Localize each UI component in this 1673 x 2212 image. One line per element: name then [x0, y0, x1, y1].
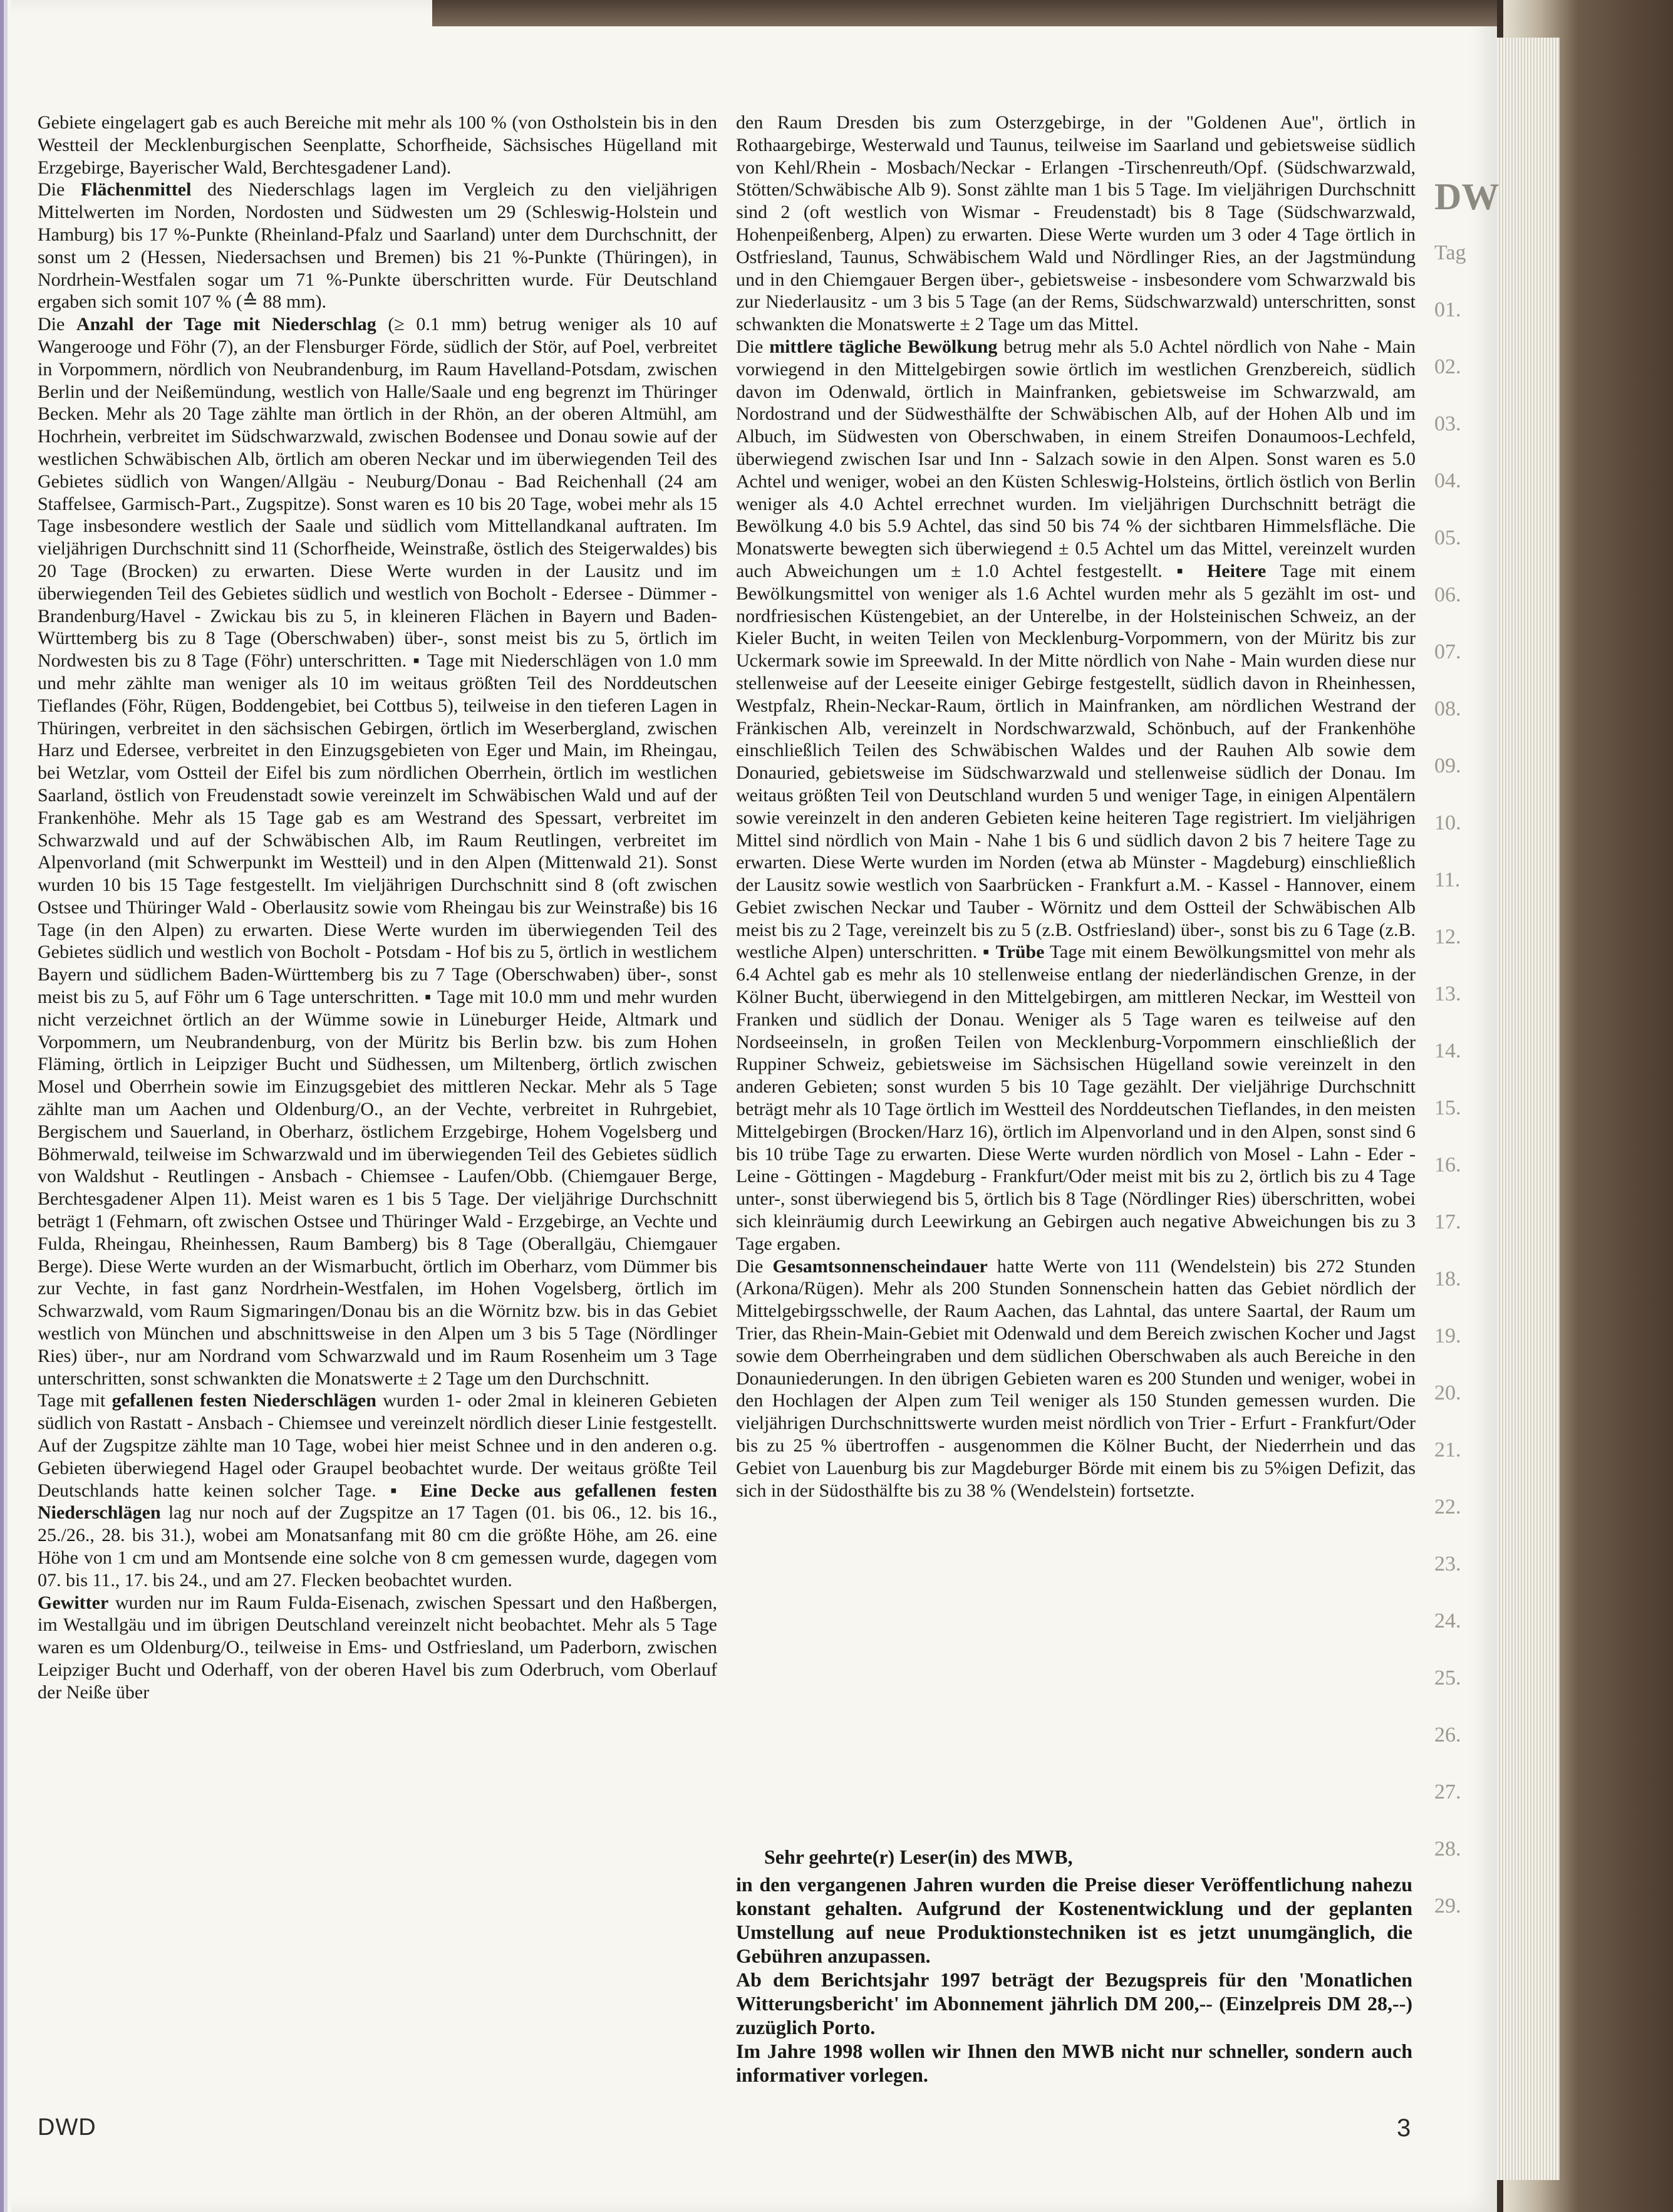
right-text-column	[736, 112, 1416, 1502]
next-page-row: 11.	[1434, 868, 1461, 891]
next-page-row: 24.	[1434, 1609, 1461, 1633]
next-page-row: 09.	[1434, 754, 1461, 777]
next-page-row: 06.	[1434, 583, 1461, 606]
next-page-row: 10.	[1434, 811, 1461, 834]
next-page-row: 17.	[1434, 1210, 1461, 1233]
book-top-edge	[432, 0, 1497, 26]
next-page-row: Tag	[1434, 241, 1466, 264]
next-page-row: 13.	[1434, 982, 1461, 1005]
next-page-row: 16.	[1434, 1153, 1461, 1176]
next-page-row: 15.	[1434, 1096, 1461, 1119]
next-page-row: 03.	[1434, 412, 1461, 435]
next-page-row: 29.	[1434, 1894, 1461, 1918]
next-page-row: 07.	[1434, 640, 1461, 663]
page-edges	[1491, 38, 1560, 2180]
notice-line-2: Ab dem Berichtsjahr 1997 beträgt der Bezugspreis für den 'Monatlichen Witterungsbericht' im Abonnement jährlich DM 200,-- (Einzelpreis DM 28,--) zuzüglich Porto.	[736, 1968, 1412, 2038]
price-notice	[736, 1845, 1412, 2087]
next-page-peek	[1397, 94, 1497, 1973]
next-page-title: DW	[1434, 176, 1499, 217]
next-page-row: 21.	[1434, 1438, 1461, 1462]
page-number: 3	[1397, 2114, 1411, 2142]
next-page-row: 05.	[1434, 526, 1461, 549]
paragraph-precipitation-excess: Gebiete eingelagert gab es auch Bereiche mit mehr als 100 % (von Ostholstein bis in den Westteil der Mecklenburgischen Seenplatte, Schorfheide, Sächsisches Hügelland mit Erzgebirge, Bayerischer Wald, Berchtesgadener Land).	[38, 112, 717, 178]
notice-line-1: in den vergangenen Jahren wurden die Preise dieser Veröffentlichung nahezu konstant gehalten. Aufgrund der Kostenentwicklung und der geplanten Umstellung auf neue Produktionstechniken ist es jetzt unumgänglich, die Gebühren anzupassen.	[736, 1873, 1412, 1967]
next-page-row: 12.	[1434, 925, 1461, 948]
next-page-row: 14.	[1434, 1039, 1461, 1062]
notice-line-3: Im Jahre 1998 wollen wir Ihnen den MWB nicht nur schneller, sondern auch informativer vorlegen.	[736, 2040, 1412, 2086]
paragraph-solid-precipitation: Tage mit gefallenen festen Niederschlägen wurden 1- oder 2mal in kleineren Gebieten südlich von Rastatt - Ansbach - Chiemsee und vereinzelt nördlich dieser Linie festgestellt. Auf der Zugspitze zählte man 10 Tage, wobei hier meist Schnee und in den anderen o.g. Gebieten überwiegend Hagel oder Graupel beobachtet wurde. Der weitaus größte Teil Deutschlands hatte keinen solcher Tage. ▪ Eine Decke aus gefallenen festen Niederschlägen lag nur noch auf der Zugspitze an 17 Tagen (01. bis 06., 12. bis 16., 25./26., 28. bis 31.), wobei am Monatsanfang mit 80 cm die größte Höhe, am 26. eine Höhe von 1 cm und am Montsende eine solche von 8 cm gemessen wurde, dagegen vom 07. bis 11., 17. bis 24., und am 27. Flecken beobachtet wurden.	[38, 1390, 717, 1591]
notice-salutation: Sehr geehrte(r) Leser(in) des MWB,	[764, 1846, 1073, 1868]
next-page-row: 01.	[1434, 298, 1461, 321]
next-page-row: 02.	[1434, 355, 1461, 378]
paragraph-precipitation-days: Die Anzahl der Tage mit Niederschlag (≥ 0.1 mm) betrug weniger als 10 auf Wangerooge und Föhr (7), an der Flensburger Förde, südlich der Stör, auf Poel, verbreitet in Vorpommern, nördlich von Neubrandenburg, im Raum Havelland-Potsdam, zwischen Berlin und der Neißemündung, westlich von Halle/Saale und eng begrenzt im Thüringer Becken. Mehr als 20 Tage zählte man örtlich in der Rhön, an der oberen Altmühl, am Hochrhein, verbreitet im Südschwarzwald, zwischen Bodensee und Donau sowie auf der westlichen Schwäbischen Alb, örtlich am oberen Neckar und im überwiegenden Teil des Gebietes südlich von Wangen/Allgäu - Neuburg/Donau - Bad Reichenhall (24 am Staffelsee, Garmisch-Part., Zugspitze). Sonst waren es 10 bis 20 Tage, wobei mehr als 15 Tage insbesondere westlich der Saale und südlich vom Mittellandkanal auftraten. Im vieljährigen Durchschnitt sind 11 (Schorfheide, Weinstraße, östlich des Steigerwaldes) bis 20 Tage (Brocken) zu erwarten. Diese Werte wurden in der Lausitz und im überwiegenden Teil des Gebietes südlich und westlich von Bocholt - Edersee - Dümmer - Brandenburg/Havel - Zwickau bis zu 5, in kleineren Flächen in Bayern und Baden-Württemberg bis zu 8 Tage (Oberschwaben) über-, sonst meist bis zu 5, örtlich im Nordwesten bis zu 8 Tage (Föhr) unterschritten. ▪ Tage mit Niederschlägen von 1.0 mm und mehr zählte man weniger als 10 im weitaus größten Teil des Norddeutschen Tieflandes (Föhr, Rügen, Boddengebiet, bei Cottbus 5), teilweise in den tieferen Lagen in Thüringen, verbreitet in den sächsischen Gebirgen, örtlich im Weserbergland, zwischen Harz und Edersee, verbreitet in den Einzugsgebieten von Eger und Main, im Rheingau, bei Wetzlar, vom Ostteil der Eifel bis zum nördlichen Oberrhein, örtlich im westlichen Saarland, östlich von Freudenstadt sowie vereinzelt im Schwäbischen Wald und auf der Frankenhöhe. Mehr als 15 Tage gab es am Westrand des Spessart, verbreitet im Schwarzwald und auf der Schwäbischen Alb, im Raum Reutlingen, verbreitet im Alpenvorland (mit Schwerpunkt im Westteil) und in den Alpen (Mittenwald 21). Sonst wurden 10 bis 15 Tage festgestellt. Im vieljährigen Durchschnitt sind 8 (oft zwischen Ostsee und Thüringer Wald - Oberlausitz sowie vom Rheingau bis zur Weinstraße) bis 16 Tage (in den Alpen) zu erwarten. Diese Werte wurden im überwiegenden Teil des Gebietes südlich und westlich von Bocholt - Potsdam - Hof bis zu 5, örtlich in westlichem Bayern und südlichem Baden-Württemberg bis zu 7 Tage (Oberschwaben) über-, sonst meist bis zu 5, auf Föhr um 6 Tage unterschritten. ▪ Tage mit 10.0 mm und mehr wurden nicht verzeichnet örtlich an der Wümme sowie in Lüneburger Heide, Altmark und Vorpommern, um Neubrandenburg, von der Müritz bis Berlin bzw. bis zum Hohen Fläming, örtlich in Leipziger Bucht und Südhessen, um Miltenberg, örtlich zwischen Mosel und Oberrhein sowie im Einzugsgebiet des mittleren Neckar. Mehr als 5 Tage zählte man um Aachen und Oldenburg/O., an der Vechte, verbreitet in Ruhrgebiet, Bergischem und Sauerland, in Oberharz, östlichem Erzgebirge, Hohem Vogelsberg und Böhmerwald, teilweise im Schwarzwald und im überwiegenden Teil des Gebietes südlich von Waldshut - Reutlingen - Ansbach - Chiemsee - Laufen/Obb. (Chiemgauer Berge, Berchtesgadener Alpen 11). Meist waren es 1 bis 5 Tage. Der vieljährige Durchschnitt beträgt 1 (Fehmarn, oft zwischen Ostsee und Thüringer Wald - Erzgebirge, an Vechte und Fulda, Rheingau, Rheinhessen, Raum Bamberg) bis 8 Tage (Oberallgäu, Chiemgauer Berge). Diese Werte wurden an der Wismarbucht, örtlich im Oberharz, vom Dümmer bis zur Vechte, in fast ganz Nordrhein-Westfalen, im Hohen Vogelsberg, örtlich im Schwarzwald, vom Raum Sigmaringen/Donau bis an die Wörnitz bzw. bis in das Gebiet westlich von München und abschnittsweise in den Alpen um 3 bis 5 Tage (Nördlinger Ries) über-, nur am Nordrand vom Schwarzwald und im Raum Rosenheim um 3 Tage unterschritten, sonst schwankten die Monatswerte ± 2 Tage um den Durchschnitt.	[38, 314, 717, 1389]
next-page-row: 08.	[1434, 697, 1461, 720]
paragraph-thunderstorms-cont: den Raum Dresden bis zum Osterzgebirge, in der "Goldenen Aue", örtlich in Rothaargebirge, Westerwald und Taunus, teilweise im Saarland und gebietsweise südlich von Kehl/Rhein - Mosbach/Neckar - Erlangen -Tirschenreuth/Opf. (Südschwarzwald, Stötten/Schwäbische Alb 9). Sonst zählte man 1 bis 5 Tage. Im vieljährigen Durchschnitt sind 2 (oft westlich von Wismar - Freudenstadt) bis 8 Tage (Südschwarzwald, Hohenpeißenberg, Alpen) zu erwarten. Diese Werte wurden um 3 oder 4 Tage örtlich in Ostfriesland, Taunus, Schwäbischem Wald und Nördlinger Ries, an der Jagstmündung und in den Chiemgauer Bergen über-, gebietsweise - insbesondere vom Schwarzwald bis zur Niederlausitz - um 3 bis 5 Tage (an der Rems, Südschwarzwald) unterschritten, sonst schwankten die Monatswerte ± 2 Tage um das Mittel.	[736, 112, 1416, 335]
left-text-column	[38, 112, 717, 1704]
paragraph-area-means: Die Flächenmittel des Niederschlags lagen im Vergleich zu den vieljährigen Mittelwerten im Norden, Nordosten und Südwesten um 29 (Schleswig-Holstein und Hamburg) bis 17 %-Punkte (Rheinland-Pfalz und Saarland) unter dem Durchschnitt, der sonst um 2 (Hessen, Niedersachsen und Bremen) bis 21 %-Punkte (Thüringen), in Nordrhein-Westfalen sogar um 71 %-Punkte überschritten wurde. Für Deutschland ergaben sich somit 107 % (≙ 88 mm).	[38, 179, 717, 313]
next-page-row: 18.	[1434, 1267, 1461, 1290]
paragraph-sunshine: Die Gesamtsonnenscheindauer hatte Werte von 111 (Wendelstein) bis 272 Stunden (Arkona/Rügen). Mehr als 200 Stunden Sonnenschein hatten das Gebiet nördlich der Mittelgebirgsschwelle, der Raum Aachen, das Lahntal, das untere Saartal, der Raum um Trier, das Rhein-Main-Gebiet mit Odenwald und dem Bereich zwischen Kocher und Jagst sowie dem Oberrheingraben und dem südlichen Oberschwaben als auch Bereiche in den Donauniederungen. In den übrigen Gebieten waren es 200 Stunden und weniger, wobei in den Hochlagen der Alpen zum Teil weniger als 150 Stunden gemessen wurden. Die vieljährigen Durchschnittswerte wurden meist nördlich von Trier - Erfurt - Frankfurt/Oder bis zu 25 % übertroffen - ausgenommen die Kölner Bucht, der Niederrhein und das Gebiet von Lauenburg bis zur Magdeburger Börde mit einem bis zu 5%igen Defizit, das sich in der Südosthälfte bis zu 38 % (Wendelstein) fortsetzte.	[736, 1255, 1416, 1501]
next-page-row: 23.	[1434, 1552, 1461, 1576]
next-page-row: 22.	[1434, 1495, 1461, 1519]
next-page-row: 27.	[1434, 1780, 1461, 1804]
next-page-row: 19.	[1434, 1324, 1461, 1347]
next-page-row: 26.	[1434, 1723, 1461, 1747]
footer-dwd: DWD	[38, 2114, 96, 2141]
paragraph-cloud-cover: Die mittlere tägliche Bewölkung betrug mehr als 5.0 Achtel nördlich von Nahe - Main vorwiegend in den Mittelgebirgen sowie örtlich im westlichen Grenzbereich, südlich davon im Odenwald, örtlich in Mainfranken, gebietsweise im Schwarzwald, am Nordostrand und der Südwesthälfte der Schwäbischen Alb, auf der Hohen Alb und im Albuch, im Südwesten von Oberschwaben, in einem Streifen Donaumoos-Lechfeld, überwiegend zwischen Isar und Inn - Salzach sowie in den Alpen. Sonst waren es 5.0 Achtel und weniger, wobei an den Küsten Schleswig-Holsteins, örtlich östlich von Berlin weniger als 4.0 Achtel errechnet wurden. Im vieljährigen Durchschnitt beträgt die Bewölkung 4.0 bis 5.9 Achtel, das sind 50 bis 74 % der sichtbaren Himmelsfläche. Die Monatswerte bewegten sich überwiegend ± 0.5 Achtel um das Mittel, vereinzelt wurden auch Abweichungen um ± 1.0 Achtel festgestellt. ▪ Heitere Tage mit einem Bewölkungsmittel von weniger als 1.6 Achtel wurden mehr als 5 gezählt im ost- und nordfriesischen Küstengebiet, an der Unterelbe, in der Holsteinischen Schweiz, an der Kieler Bucht, in weiten Teilen von Mecklenburg-Vorpommern, von der Müritz bis zur Uckermark sowie im Spreewald. In der Mitte nördlich von Nahe - Main wurden diese nur stellenweise auf der Leeseite einiger Gebirge festgestellt, südlich davon in Rheinhessen, Westpfalz, Rhein-Neckar-Raum, örtlich in Mainfranken, am nördlichen Westrand der Fränkischen Alb, vereinzelt in Nordschwarzwald, Schönbuch, auf der Frankenhöhe einschließlich Teilen des Schwäbischen Waldes und der Rauhen Alb sowie dem Donauried, gebietsweise im Südschwarzwald und stellenweise südlich der Donau. Im weitaus größten Teil von Deutschland wurden 5 und weniger Tage, in einigen Alpentälern sowie vereinzelt in den anderen Gebieten keine heiteren Tage registriert. Im vieljährigen Mittel sind nördlich von Main - Nahe 1 bis 6 und südlich davon 2 bis 7 heitere Tage zu erwarten. Diese Werte wurden im Norden (etwa ab Münster - Magdeburg) einschließlich der Lausitz sowie westlich von Saarbrücken - Frankfurt a.M. - Kassel - Hannover, einem Gebiet zwischen Neckar und Tauber - Wörnitz und dem Ostteil der Schwäbischen Alb meist bis zu 2 Tage, vereinzelt bis zu 5 (z.B. Ostfriesland) über-, sonst bis zu 6 Tage (z.B. westliche Alpen) unterschritten. ▪ Trübe Tage mit einem Bewölkungsmittel von mehr als 6.4 Achtel gab es mehr als 10 stellenweise entlang der niederländischen Grenze, in der Kölner Bucht, überwiegend in den Mittelgebirgen, am mittleren Neckar, im Westteil von Franken und südlich der Donau. Weniger als 5 Tage waren es teilweise auf den Nordseeinseln, in großen Teilen von Mecklenburg-Vorpommern einschließlich der Ruppiner Schweiz, gebietsweise im Sächsischen Hügelland sowie vereinzelt in den anderen Gebieten; sonst wurden 5 bis 10 Tage gezählt. Der vieljährige Durchschnitt beträgt mehr als 10 Tage örtlich im Westteil des Norddeutschen Tieflandes, in den meisten Mittelgebirgen (Brocken/Harz 16), örtlich im Alpenvorland und in den Alpen, sonst sind 6 bis 10 trübe Tage zu erwarten. Diese Werte wurden nördlich von Mosel - Lahn - Eder - Leine - Göttingen - Magdeburg - Frankfurt/Oder meist mit bis zu 2, örtlich bis zu 4 Tage unter-, sonst überwiegend bis 5, örtlich bis 8 Tage (Nördlinger Ries) überschritten, wobei sich kleinräumig durch Leewirkung an Gebirgen auch negative Abweichungen bis zu 3 Tage ergaben.	[736, 336, 1416, 1254]
next-page-row: 28.	[1434, 1837, 1461, 1861]
paragraph-thunderstorms: Gewitter wurden nur im Raum Fulda-Eisenach, zwischen Spessart und den Haßbergen, im Westallgäu und im übrigen Deutschland vereinzelt nicht beobachtet. Mehr als 5 Tage waren es um Oldenburg/O., teilweise in Ems- und Ostfriesland, um Paderborn, zwischen Leipziger Bucht und Oderhaff, von der oberen Havel bis zum Oderbruch, vom Oberlauf der Neiße über	[38, 1592, 717, 1703]
page-left-edge	[0, 0, 11, 2212]
next-page-row: 04.	[1434, 469, 1461, 492]
next-page-row: 25.	[1434, 1666, 1461, 1690]
next-page-row: 20.	[1434, 1381, 1461, 1405]
